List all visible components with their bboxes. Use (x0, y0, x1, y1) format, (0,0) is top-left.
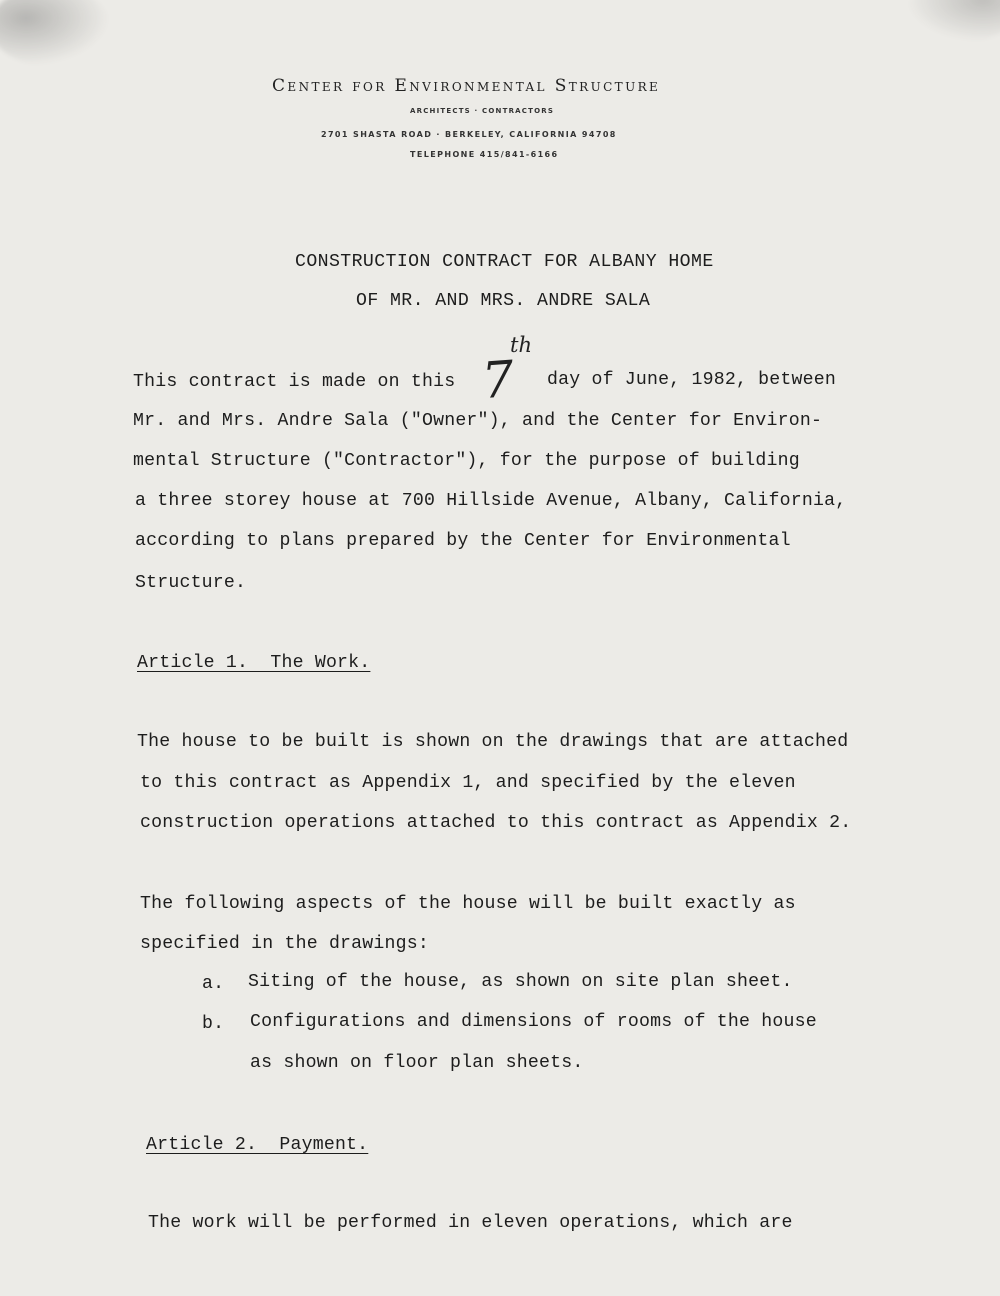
list-item-a-marker: a. (202, 974, 225, 994)
org-name: Center for Environmental Structure (272, 76, 661, 96)
intro-line3: mental Structure ("Contractor"), for the purpose of building (133, 451, 800, 471)
article1-para2-line2: specified in the drawings: (140, 934, 429, 954)
article1-para2-line1: The following aspects of the house will be built exactly as (140, 894, 796, 914)
contract-title-line2: OF MR. AND MRS. ANDRE SALA (356, 291, 651, 311)
article2-heading: Article 2. Payment. (146, 1135, 369, 1155)
list-item-b-marker: b. (202, 1014, 225, 1034)
org-address: 2701 SHASTA ROAD · BERKELEY, CALIFORNIA 94708 (321, 130, 617, 139)
intro-line5: according to plans prepared by the Center for Environmental (135, 531, 791, 551)
intro-line2: Mr. and Mrs. Andre Sala ("Owner"), and the Center for Environ- (133, 411, 823, 431)
intro-line4: a three storey house at 700 Hillside Avenue, Albany, California, (135, 491, 847, 511)
article1-para1-line3: construction operations attached to this contract as Appendix 2. (140, 813, 852, 833)
intro-line6: Structure. (135, 573, 247, 593)
article1-para1-line1: The house to be built is shown on the drawings that are attached (137, 732, 849, 752)
list-item-b-line2: as shown on floor plan sheets. (250, 1053, 584, 1073)
list-item-b-line1: Configurations and dimensions of rooms of the house (250, 1012, 817, 1032)
corner-smudge (0, 0, 110, 66)
intro-line1-before: This contract is made on this (133, 372, 456, 392)
intro-line1-after: day of June, 1982, between (547, 370, 836, 390)
article1-para1-line2: to this contract as Appendix 1, and specified by the eleven (140, 773, 796, 793)
article1-heading: Article 1. The Work. (137, 653, 371, 673)
handwritten-day: 7 (480, 349, 516, 411)
org-telephone: TELEPHONE 415/841-6166 (410, 150, 559, 159)
handwritten-suffix: th (510, 333, 532, 357)
corner-smudge (906, 0, 1000, 42)
contract-title-line1: CONSTRUCTION CONTRACT FOR ALBANY HOME (295, 252, 714, 272)
org-subtitle: ARCHITECTS · CONTRACTORS (410, 107, 555, 115)
article2-para1-line1: The work will be performed in eleven operations, which are (148, 1213, 793, 1233)
list-item-a-text: Siting of the house, as shown on site plan sheet. (248, 972, 793, 992)
